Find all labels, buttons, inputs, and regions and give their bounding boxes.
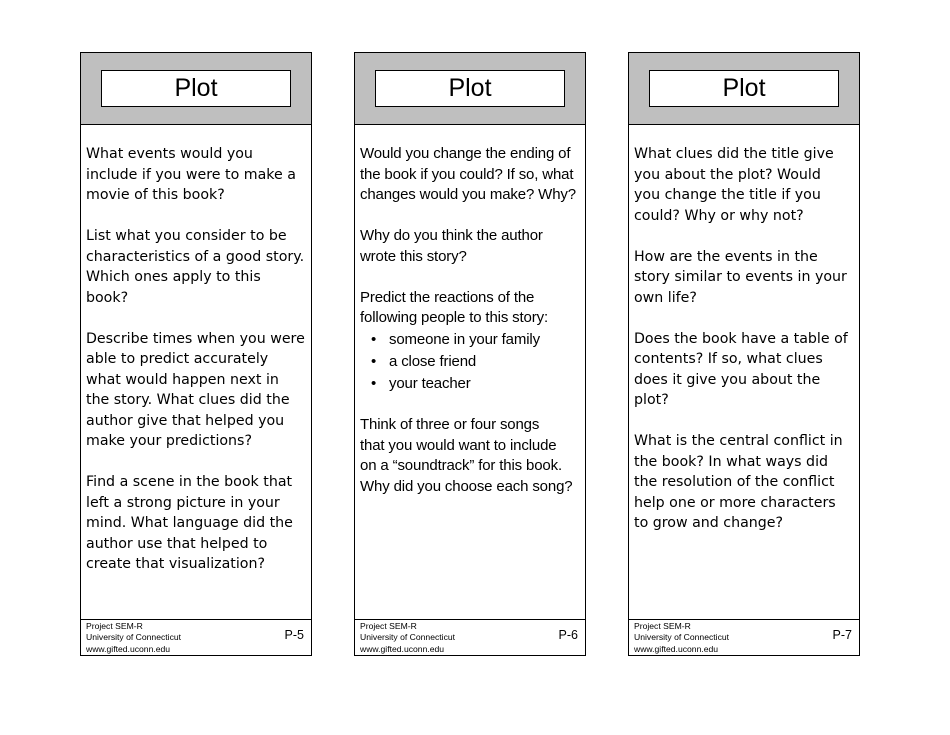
footer-university: University of Connecticut <box>360 632 456 643</box>
card-title: Plot <box>101 70 291 107</box>
reaction-list <box>360 329 581 395</box>
question-paragraph: What clues did the title give you about the plot? Would you change the title if you could? Why or why not? <box>634 146 834 224</box>
footer-credits <box>634 621 729 655</box>
bullet-icon: • <box>371 330 377 348</box>
list-item <box>360 351 581 373</box>
question-paragraph: Think of three or four songs that you would want to include on a “soundtrack” for this book. Why did you choose each song? <box>360 416 573 495</box>
question-paragraph: Why do you think the author wrote this story? <box>360 227 543 265</box>
bookmark-card-p6 <box>354 52 586 656</box>
question-paragraph: List what you consider to be characteristics of a good story. Which ones apply to this book? <box>86 228 305 306</box>
list-item-text: someone in your family <box>389 330 540 348</box>
question-paragraph: What is the central conflict in the book? In what ways did the resolution of the conflict help one or more characters to grow and change? <box>634 433 843 531</box>
list-item <box>360 373 581 395</box>
card-questions <box>86 144 307 595</box>
card-header <box>355 53 585 125</box>
bullet-icon: • <box>371 374 377 392</box>
footer-website: www.gifted.uconn.edu <box>86 643 171 654</box>
list-item <box>360 329 581 351</box>
card-footer <box>81 619 311 655</box>
card-questions <box>634 144 855 554</box>
question-paragraph: Predict the reactions of the following people to this story: <box>360 288 548 326</box>
bullet-icon: • <box>371 352 377 370</box>
card-header <box>629 53 859 125</box>
card-title: Plot <box>375 70 565 107</box>
footer-website: www.gifted.uconn.edu <box>360 643 445 654</box>
question-paragraph: Find a scene in the book that left a strong picture in your mind. What language did the author use that helped to create that visualization? <box>86 474 293 572</box>
footer-credits <box>86 621 181 655</box>
footer-project: Project SEM-R <box>86 621 143 631</box>
footer-university: University of Connecticut <box>86 632 182 643</box>
question-paragraph: Would you change the ending of the book if you could? If so, what changes would you make? Why? <box>360 145 576 203</box>
bookmark-card-p5 <box>80 52 312 656</box>
question-paragraph: What events would you include if you were to make a movie of this book? <box>86 146 296 203</box>
footer-university: University of Connecticut <box>634 632 730 643</box>
page-code: P-5 <box>284 628 304 642</box>
footer-credits <box>360 621 455 655</box>
page-code: P-7 <box>832 628 852 642</box>
footer-project: Project SEM-R <box>634 621 691 631</box>
card-footer <box>629 619 859 655</box>
bookmark-card-p7 <box>628 52 860 656</box>
question-paragraph: How are the events in the story similar to events in your own life? <box>634 248 847 306</box>
card-footer <box>355 619 585 655</box>
footer-website: www.gifted.uconn.edu <box>634 643 719 654</box>
card-questions <box>360 144 581 518</box>
page-code: P-6 <box>558 628 578 642</box>
card-title: Plot <box>649 70 839 107</box>
footer-project: Project SEM-R <box>360 621 417 631</box>
question-paragraph: Describe times when you were able to predict accurately what would happen next in the story. What clues did the author give that helped you make your predictions? <box>86 330 305 449</box>
question-paragraph: Does the book have a table of contents? If so, what clues does it give you about the plot? <box>634 330 848 408</box>
list-item-text: a close friend <box>389 352 477 370</box>
card-header <box>81 53 311 125</box>
list-item-text: your teacher <box>389 374 471 392</box>
